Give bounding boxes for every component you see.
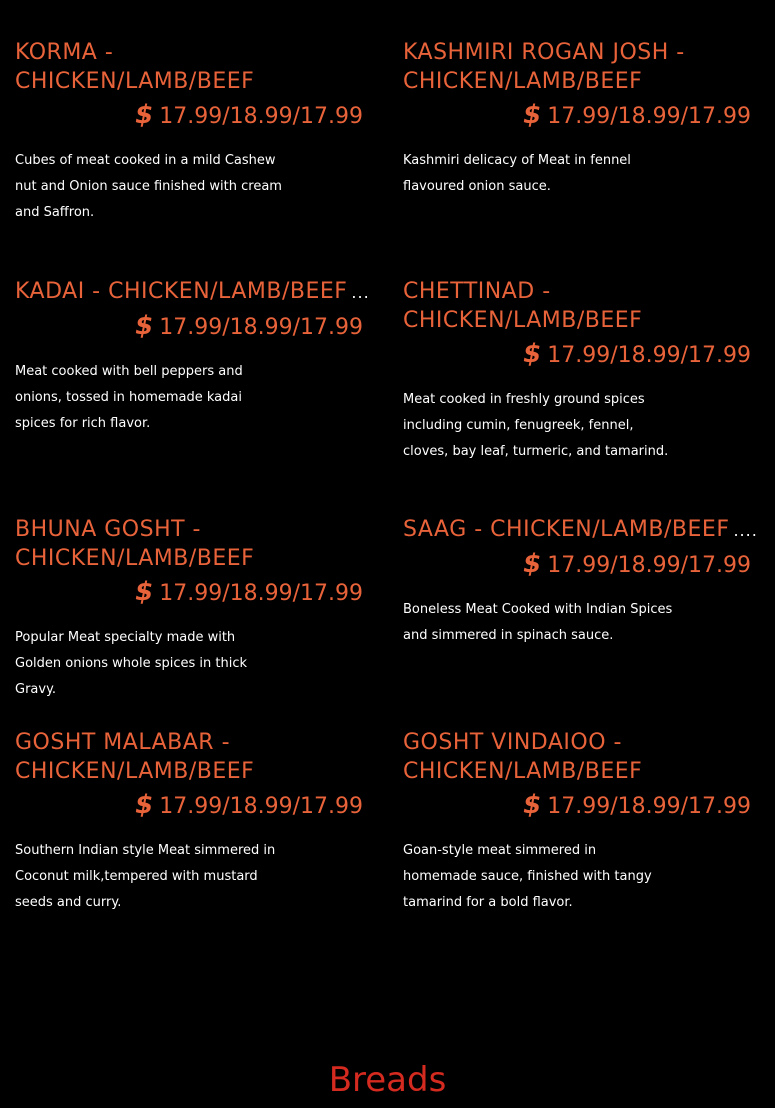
item-title-line1: GOSHT MALABAR - (15, 730, 231, 755)
dollar-icon: $ (135, 100, 154, 130)
dollar-icon: $ (135, 311, 154, 341)
item-price (15, 311, 375, 343)
item-description: Boneless Meat Cooked with Indian Spices and simmered in spinach sauce. (403, 602, 673, 643)
item-price-value: 17.99/18.99/17.99 (159, 794, 363, 819)
dollar-icon: $ (523, 100, 542, 130)
menu-item-bhuna-gosht (15, 515, 375, 703)
menu-item-gosht-malabar (15, 728, 375, 916)
item-title-line1: KASHMIRI ROGAN JOSH - (403, 40, 685, 65)
menu-item-kashmiri-rogan-josh (403, 38, 763, 200)
menu-item-gosht-vindaioo (403, 728, 763, 916)
item-price (403, 339, 763, 371)
item-title-line2: CHICKEN/LAMB/BEEF (403, 69, 643, 94)
item-title-line2: CHICKEN/LAMB/BEEF (15, 546, 255, 571)
item-price-value: 17.99/18.99/17.99 (159, 104, 363, 129)
item-title-line1: GOSHT VINDAIOO - (403, 730, 622, 755)
item-price (15, 577, 375, 609)
item-title-line2: CHICKEN/LAMB/BEEF (15, 759, 255, 784)
ellipsis-dots: .... (733, 521, 758, 540)
item-title-line2: CHICKEN/LAMB/BEEF (403, 308, 643, 333)
item-title-line1: KORMA - (15, 40, 114, 65)
item-price (403, 100, 763, 132)
item-description: Meat cooked in freshly ground spices including cumin, fenugreek, fennel, cloves, bay leaf, turmeric, and tamarind. (403, 392, 669, 459)
item-description: Kashmiri delicacy of Meat in fennel flavoured onion sauce. (403, 153, 631, 194)
item-title-line1: SAAG - CHICKEN/LAMB/BEEF (403, 517, 730, 542)
item-title (15, 515, 375, 573)
menu-item-chettinad (403, 277, 763, 465)
item-description: Meat cooked with bell peppers and onions, tossed in homemade kadai spices for rich flavor. (15, 364, 243, 431)
item-title-line1: CHETTINAD - (403, 279, 551, 304)
item-price-value: 17.99/18.99/17.99 (547, 794, 751, 819)
item-description: Cubes of meat cooked in a mild Cashew nut and Onion sauce finished with cream and Saffron. (15, 153, 282, 220)
section-title-breads: Breads (328, 1060, 447, 1100)
item-title-line1: KADAI - CHICKEN/LAMB/BEEF (15, 279, 348, 304)
item-price (403, 790, 763, 822)
menu-item-korma (15, 38, 375, 226)
item-title-line2: CHICKEN/LAMB/BEEF (15, 69, 255, 94)
menu-item-kadai (15, 277, 375, 437)
dollar-icon: $ (135, 577, 154, 607)
item-title (403, 38, 763, 96)
dollar-icon: $ (135, 790, 154, 820)
dollar-icon: $ (523, 790, 542, 820)
item-title (403, 728, 763, 786)
dollar-icon: $ (523, 339, 542, 369)
item-price-value: 17.99/18.99/17.99 (547, 553, 751, 578)
item-title-line2: CHICKEN/LAMB/BEEF (403, 759, 643, 784)
item-price-value: 17.99/18.99/17.99 (159, 315, 363, 340)
ellipsis-dots: ... (351, 283, 370, 302)
item-description: Southern Indian style Meat simmered in Coconut milk,tempered with mustard seeds and curry. (15, 843, 276, 910)
item-title (15, 38, 375, 96)
item-price (15, 790, 375, 822)
item-title (15, 728, 375, 786)
item-price (15, 100, 375, 132)
item-price (403, 549, 763, 581)
item-title (403, 277, 763, 335)
dollar-icon: $ (523, 549, 542, 579)
item-description: Goan-style meat simmered in homemade sauce, finished with tangy tamarind for a bold flavor. (403, 843, 652, 910)
item-title (403, 515, 763, 545)
item-title-line1: BHUNA GOSHT - (15, 517, 201, 542)
item-price-value: 17.99/18.99/17.99 (547, 104, 751, 129)
item-description: Popular Meat specialty made with Golden onions whole spices in thick Gravy. (15, 630, 248, 697)
item-price-value: 17.99/18.99/17.99 (159, 581, 363, 606)
item-price-value: 17.99/18.99/17.99 (547, 343, 751, 368)
menu-item-saag (403, 515, 763, 649)
item-title (15, 277, 375, 307)
